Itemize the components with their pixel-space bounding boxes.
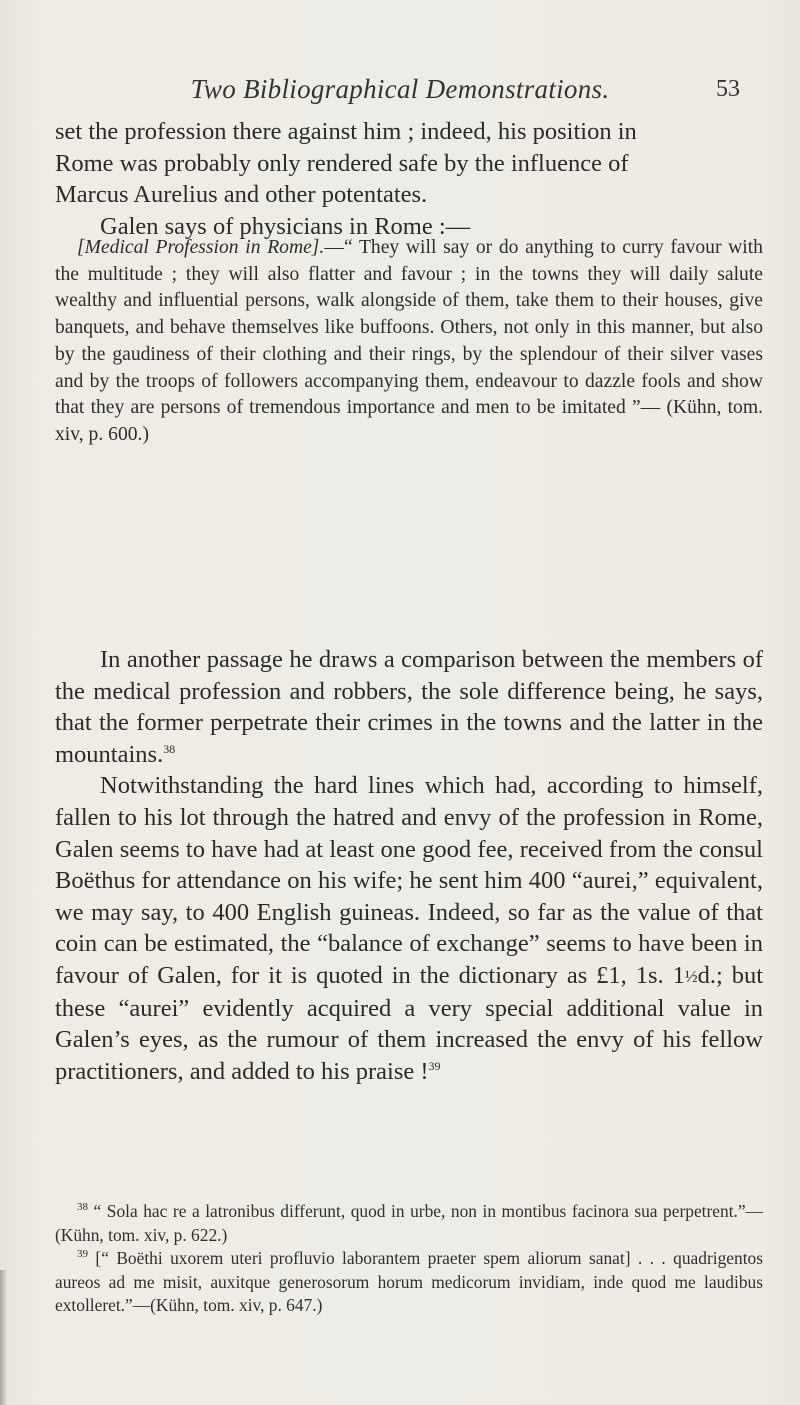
footnote-number: 38 xyxy=(77,1201,88,1213)
footnote-text: [“ Boëthi uxorem uteri profluvio laborantem praeter spem aliorum sanat] . . . quadrigentos aureos ad me misit, auxitque generosorum horum medicorum invidiam, inde quod me laudibus extolleret.”—(Kühn, tom. xiv, p. 647.) xyxy=(55,1248,763,1316)
paragraph-text: d.; but these “aurei” evidently acquired a very special additional value in Galen’s eyes, as the rumour of them increased the envy of his fellow practitioners, and added to his praise ! xyxy=(55,961,764,1085)
footnote xyxy=(55,1247,763,1318)
quotation-paragraph xyxy=(55,235,763,449)
footnote xyxy=(55,1200,763,1247)
footnotes xyxy=(55,1200,763,1318)
footnote-number: 39 xyxy=(77,1248,88,1261)
quotation-label: [Medical Profession in Rome]. xyxy=(77,237,325,258)
paragraph-robbers xyxy=(55,644,763,770)
footnote-ref: 39 xyxy=(428,1058,441,1073)
text-line: Rome was probably only rendered safe by the influence of xyxy=(55,149,629,177)
running-title: Two Bibliographical Demonstrations. xyxy=(190,74,610,104)
binding-shadow xyxy=(0,1270,6,1405)
page-number: 53 xyxy=(716,76,740,102)
main-paragraphs xyxy=(55,644,763,1087)
paragraph-text: Notwithstanding the hard lines which had, according to himself, fallen to his lot through the hatred and envy of the profession in Rome, Galen seems to have had at least one good fee, received from the consul Boëthus for attendance on his wife; he sent him 400 “aurei,” equivalent, we may say, to 400 English guineas. Indeed, so far as the value of that coin can be estimated, the “balance of exchange” seems to have been in favour of Galen, for it is quoted in the dictionary as £1, 1s. 1 xyxy=(55,772,763,989)
opening-paragraph xyxy=(55,116,763,242)
footnote-text: “ Sola hac re a latronibus differunt, quod in urbe, non in montibus facinora sua perpetrent.”—(Kühn, tom. xiv, p. 622.) xyxy=(55,1201,763,1245)
paragraph-text: In another passage he draws a comparison between the members of the medical profession and robbers, the sole difference being, he says, that the former perpetrate their crimes in the towns and the latter in the mountains. xyxy=(55,646,763,768)
footnote-ref: 38 xyxy=(163,741,176,756)
running-head xyxy=(0,74,800,114)
text-line: Galen says of physicians in Rome :— xyxy=(100,212,471,240)
quotation-text: —“ They will say or do anything to curry favour with the multitude ; they will also flatter and favour ; in the towns they will daily salute wealthy and influential persons, walk alongside of them, take them to their houses, give banquets, and behave themselves like buffoons. Others, not only in this manner, but also by the gaudiness of their clothing and their rings, by the splendour of their silver vases and by the troops of followers accompanying them, endeavour to dazzle fools and show that they are persons of tremendous importance and men to be imitated ”— (Kühn, tom. xiv, p. 600.) xyxy=(55,237,763,445)
text-line: set the profession there against him ; indeed, his position in xyxy=(55,118,637,145)
text-line: Marcus Aurelius and other potentates. xyxy=(55,181,428,209)
fraction: ½ xyxy=(684,966,698,986)
paragraph-boethus xyxy=(55,770,763,1087)
galen-quotation xyxy=(55,235,763,449)
